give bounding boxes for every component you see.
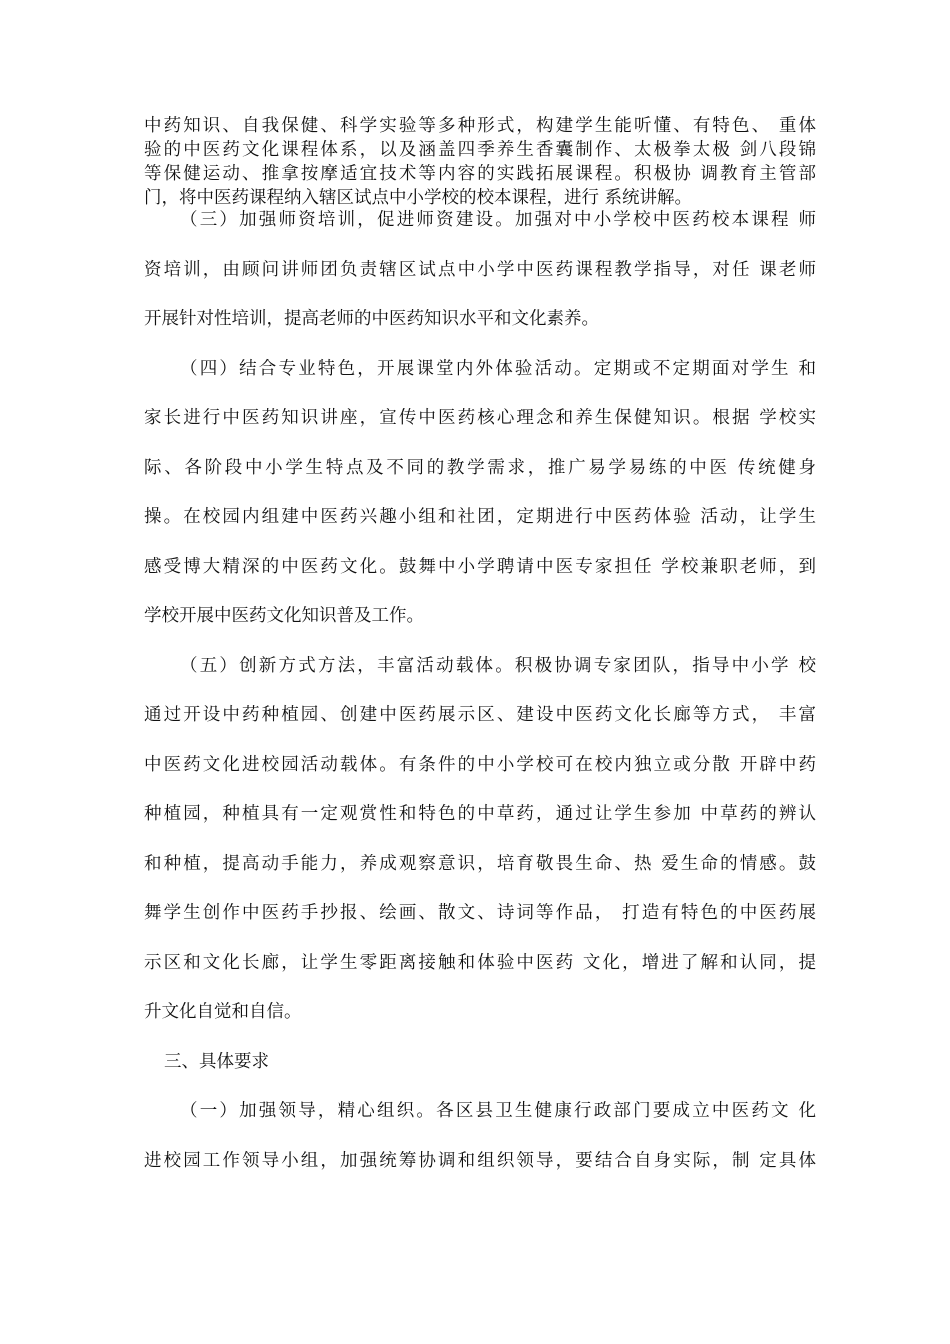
text-line: （三）加强师资培训，促进师资建设。加强对中小学校中医药校本课程 师 [180, 210, 816, 230]
text-line: （一）加强领导，精心组织。各区县卫生健康行政部门要成立中医药文 化 [180, 1101, 816, 1121]
text-line: 操。在校园内组建中医药兴趣小组和社团，定期进行中医药体验 活动，让学生 [144, 507, 816, 527]
section-heading-requirements [144, 1038, 816, 1088]
text-line: 门，将中医药课程纳入辖区试点中小学校的校本课程，进行 系统讲解。 [144, 188, 693, 208]
text-line: 中药知识、自我保健、科学实验等多种形式，构建学生能听懂、有特色、 重体 [144, 116, 816, 136]
text-line: 舞学生创作中医药手抄报、绘画、散文、诗词等作品， 打造有特色的中医药展 [144, 903, 816, 923]
text-line: 验的中医药文化课程体系，以及涵盖四季养生香囊制作、太极拳太极 剑八段锦 [144, 140, 816, 160]
paragraph-innovation-methods [144, 642, 816, 1038]
section-heading: 三、具体要求 [164, 1051, 269, 1072]
text-line: 开展针对性培训，提高老师的中医药知识水平和文化素养。 [144, 309, 599, 329]
paragraph-leadership [144, 1087, 816, 1186]
text-line: 等保健运动、推拿按摩适宜技术等内容的实践拓展课程。积极协 调教育主管部 [144, 164, 816, 184]
paragraph-teacher-training [144, 196, 816, 345]
text-line: 感受博大精深的中医药文化。鼓舞中小学聘请中医专家担任 学校兼职老师，到 [144, 556, 816, 577]
text-line: 中医药文化进校园活动载体。有条件的中小学校可在校内独立或分散 开辟中药 [144, 754, 816, 775]
document-body [144, 196, 816, 1186]
text-line: 家长进行中医药知识讲座，宣传中医药核心理念和养生保健知识。根据 学校实 [144, 408, 816, 428]
text-line: 种植园，种植具有一定观赏性和特色的中草药，通过让学生参加 中草药的辨认 [144, 804, 816, 824]
text-line: 升文化自觉和自信。 [144, 1002, 302, 1022]
text-line: 和种植，提高动手能力，养成观察意识，培育敬畏生命、热 爱生命的情感。鼓 [144, 853, 816, 874]
text-line: 进校园工作领导小组，加强统筹协调和组织领导，要结合自身实际，制 定具体 [144, 1150, 816, 1171]
text-line: 资培训，由顾问讲师团负责辖区试点中小学中医药课程教学指导，对任 课老师 [144, 259, 816, 280]
text-line: 际、各阶段中小学生特点及不同的教学需求，推广易学易练的中医 传统健身 [144, 457, 816, 478]
text-line: 学校开展中医药文化知识普及工作。 [144, 606, 424, 626]
paragraph-experience-activities [144, 345, 816, 642]
text-line: 通过开设中药种植园、创建中医药展示区、建设中医药文化长廊等方式， 丰富 [144, 705, 816, 725]
text-line: （五）创新方式方法，丰富活动载体。积极协调专家团队，指导中小学 校 [180, 655, 816, 676]
text-line: 示区和文化长廊，让学生零距离接触和体验中医药 文化，增进了解和认同，提 [144, 952, 816, 973]
text-line: （四）结合专业特色，开展课堂内外体验活动。定期或不定期面对学生 和 [180, 358, 816, 379]
